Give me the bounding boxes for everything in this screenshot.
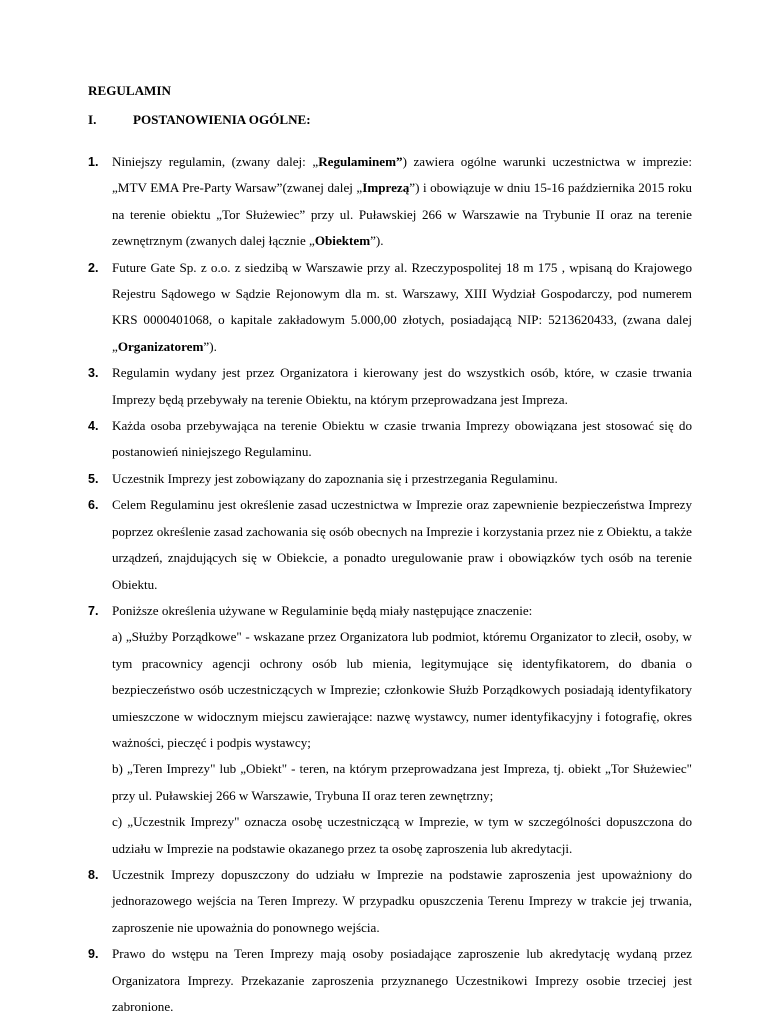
item-text: Regulamin wydany jest przez Organizatora i kierowany jest do wszystkich osób, które, w czasie trwania Imprezy będą przebywały na terenie Obiektu, na którym przeprowadzana jest Impreza. <box>112 365 692 407</box>
regulation-item-2 <box>88 255 692 361</box>
regulation-item-5 <box>88 466 692 492</box>
regulation-item-8 <box>88 862 692 941</box>
item-number: 2. <box>88 260 99 275</box>
regulation-item-4 <box>88 413 692 466</box>
item-number: 3. <box>88 366 99 381</box>
item-text: Celem Regulaminu jest określenie zasad uczestnictwa w Imprezie oraz zapewnienie bezpieczeństwa Imprezy poprzez określenie zasad zachowania się osób obecnych na Imprezie i korzystania przez nie z Obiektu, a także urządzeń, znajdujących się w Obiekcie, a ponadto uregulowanie praw i obowiązków tych osób na terenie Obiektu. <box>112 497 692 592</box>
section-title: POSTANOWIENIA OGÓLNE: <box>133 112 311 127</box>
item-text: Prawo do wstępu na Teren Imprezy mają osoby posiadające zaproszenie lub akredytację wydaną przez Organizatora Imprezy. Przekazanie zaproszenia przyznanego Uczestnikowi Imprezy osobie trzeciej jest zabronione. <box>112 946 692 1014</box>
regulation-item-9 <box>88 941 692 1020</box>
item-text: Niniejszy regulamin, (zwany dalej: „Regulaminem”) zawiera ogólne warunki uczestnictwa w imprezie: „MTV EMA Pre-Party Warsaw”(zwanej dalej „Imprezą”) i obowiązuje w dniu 15-16 października 2015 roku na terenie obiektu „Tor Służewiec” przy ul. Puławskiej 266 w Warszawie na Trybunie II oraz na terenie zewnętrznym (zwanych dalej łącznie „Obiektem”). <box>112 154 692 249</box>
item-number: 1. <box>88 155 99 169</box>
regulation-item-3 <box>88 360 692 413</box>
item-number: 8. <box>88 867 99 882</box>
document-title: REGULAMIN <box>88 83 171 98</box>
item-text: Uczestnik Imprezy dopuszczony do udziału w Imprezie na podstawie zaproszenia jest upoważniony do jednorazowego wejścia na Teren Imprezy. W przypadku opuszczenia Terenu Imprezy w trakcie jej trwania, zaproszenie nie upoważnia do ponownego wejścia. <box>112 866 692 935</box>
definition-subitem-b: b) „Teren Imprezy" lub „Obiekt" - teren, na którym przeprowadzana jest Impreza, tj. obiekt „Tor Służewiec" przy ul. Puławskiej 266 w Warszawie, Trybuna II oraz teren zewnętrzny; <box>112 761 692 803</box>
item-number: 6. <box>88 498 99 513</box>
regulation-item-6 <box>88 492 692 598</box>
item-number: 9. <box>88 947 99 962</box>
regulation-item-7 <box>88 598 692 862</box>
item-number: 5. <box>88 471 99 486</box>
definition-subitem-c: c) „Uczestnik Imprezy" oznacza osobę uczestniczącą w Imprezie, w tym w szczególności dopuszczona do udziału w Imprezie na podstawie okazanego przez ta osobę zaproszenia lub akredytacji. <box>112 814 692 856</box>
item-number: 4. <box>88 419 99 434</box>
item-number: 7. <box>88 603 99 618</box>
item-text: Poniższe określenia używane w Regulaminie będą miały następujące znaczenie: <box>112 602 533 618</box>
item-text: Future Gate Sp. z o.o. z siedzibą w Warszawie przy al. Rzeczypospolitej 18 m 175 , wpisaną do Krajowego Rejestru Sądowego w Sądzie Rejonowym dla m. st. Warszawy, XIII Wydział Gospodarczy, pod numerem KRS 0000401068, o kapitale zakładowym 5.000,00 złotych, posiadającą NIP: 5213620433, (zwana dalej „Organizatorem”). <box>112 259 692 354</box>
regulation-item-1 <box>88 149 692 255</box>
definition-subitem-a: a) „Służby Porządkowe" - wskazane przez Organizatora lub podmiot, któremu Organizator to zlecił, osoby, w tym pracownicy agencji ochrony osób lub mienia, legitymujące się identyfikatorem, do dbania o bezpieczeństwo osób uczestniczących w Imprezie; członkowie Służb Porządkowych posiadają identyfikatory umieszczone w widocznym miejscu zawierające: nazwę wystawcy, numer identyfikacyjny i fotografię, okres ważności, pieczęć i podpis wystawcy; <box>112 629 692 750</box>
regulation-list <box>88 149 692 1020</box>
item-text: Każda osoba przebywająca na terenie Obiektu w czasie trwania Imprezy obowiązana jest stosować się do postanowień niniejszego Regulaminu. <box>112 418 692 460</box>
section-number: I. <box>88 112 97 127</box>
item-text: Uczestnik Imprezy jest zobowiązany do zapoznania się i przestrzegania Regulaminu. <box>112 470 558 486</box>
